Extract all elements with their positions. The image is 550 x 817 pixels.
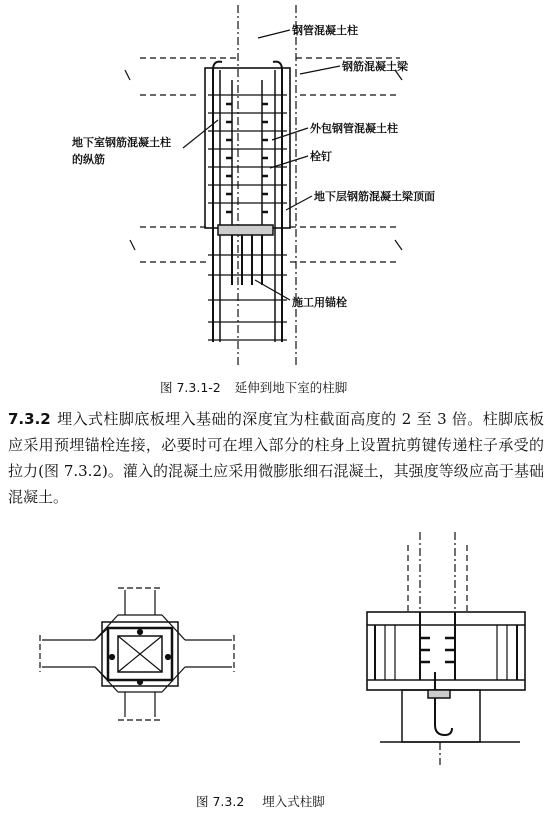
section-number: 7.3.2 — [8, 410, 51, 428]
label-steel-tube-column: 钢管混凝土柱 — [292, 24, 358, 37]
label-basement-beam-top: 地下层钢筋混凝土梁顶面 — [314, 190, 435, 203]
section-7-3-2 — [8, 406, 544, 510]
figure1-caption-text: 延伸到地下室的柱脚 — [234, 380, 348, 395]
label-rc-beam: 钢筋混凝土梁 — [342, 60, 408, 73]
figure2-caption-number: 图 7.3.2 — [196, 794, 245, 809]
label-encased-column: 外包钢管混凝土柱 — [310, 122, 398, 135]
figure1-caption-number: 图 7.3.1-2 — [160, 380, 221, 395]
label-stud: 栓钉 — [310, 150, 332, 163]
figure1-caption — [160, 378, 347, 396]
label-basement-rebar: 地下室钢筋混凝土柱的纵筋 — [72, 136, 171, 166]
encased-column-box — [205, 68, 290, 228]
section-text: 埋入式柱脚底板埋入基础的深度宜为柱截面高度的 2 至 3 倍。柱脚底板应采用预埋锚栓连接，必要时可在埋入部分的柱身上设置抗剪键传递柱子承受的拉力(图 7.3.2)。灌入的混凝土应采用微膨胀细石混凝土，其强度等级应高于基础混凝土。 — [8, 410, 544, 506]
label-anchor-bolt: 施工用锚栓 — [292, 296, 347, 309]
figure2-caption-text: 埋入式柱脚 — [262, 794, 325, 809]
figure2-caption — [196, 792, 325, 810]
base-plate — [218, 225, 273, 235]
